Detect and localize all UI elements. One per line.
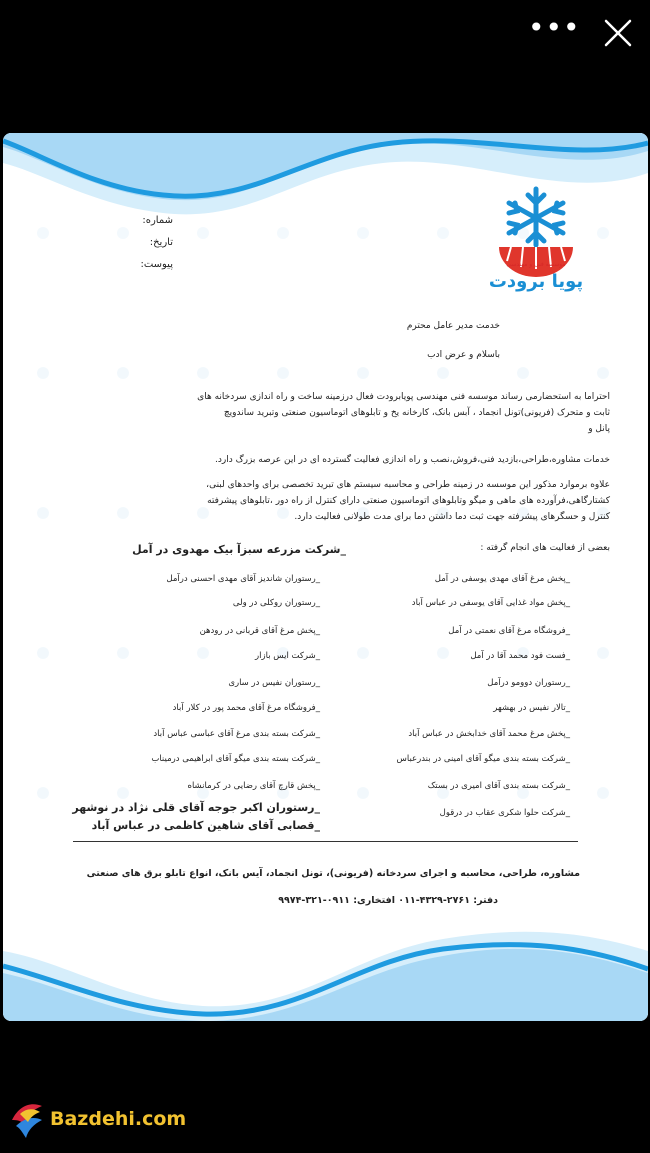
meta-number: شماره:	[142, 215, 173, 226]
meta-date: تاریخ:	[149, 237, 173, 248]
activity-left-11: _قصابی آقای شاهین کاظمی در عباس آباد	[91, 819, 320, 832]
activity-right-6: _پخش مرغ محمد آقای خدابخش در عباس آباد	[408, 729, 570, 739]
logo-subtitle: موسسه فنی و مهندسی	[506, 261, 566, 268]
para1-line2: ثابت و متحرک (فریونی)تونل انجماد ، آبس بانک، کارخانه یخ و تابلوهای اتوماسیون صنعتی وتبرید ساندویچ	[223, 408, 610, 418]
activity-right-8: _شرکت بسته بندی آقای امیری در بستک	[427, 781, 570, 791]
activity-left-3: _پخش مرغ آقای قربانی در رودهن	[199, 626, 320, 636]
activity-right-2: _فروشگاه مرغ آقای نعمتی در آمل	[448, 626, 570, 636]
activity-left-9: _پخش قارچ آقای رضایی در کرمانشاه	[187, 781, 320, 791]
activity-left-10: _رستوران اکبر جوجه آقای قلی نژاد در نوشهر	[72, 801, 320, 814]
activity-left-6: _فروشگاه مرغ آقای محمد پور در کلار آباد	[172, 703, 320, 713]
activity-left-2: _رستوران روکلی در ولی	[232, 598, 320, 608]
bazdehi-watermark	[10, 1100, 200, 1140]
viewer-toolbar	[0, 0, 650, 70]
para1-line1: احتراما به استحضارمی رساند موسسه فنی مهندسی پویابرودت فعال درزمینه ساخت و راه اندازی سردخانه های	[197, 392, 610, 402]
para2: خدمات مشاوره،طراحی،بازدید فنی،فروش،نصب و راه اندازی فعالیت گسترده ای در این عرصه بزرگ دارد.	[214, 455, 610, 465]
para3-line3: کنترل و حسگرهای پیشرفته جهت ثبت دما داشتن دما برای مدت طولانی فعالیت دارد.	[294, 512, 610, 522]
activity-right-7: _شرکت بسته بندی میگو آقای امینی در بندرعباس	[396, 754, 570, 764]
activity-left-7: _شرکت بسته بندی مرغ آقای عباسی عباس آباد	[153, 729, 320, 739]
brand-text: Bazdehi.com	[50, 1108, 187, 1130]
activity-left-8: _شرکت بسته بندی میگو آقای ابراهیمی درمیناب	[151, 754, 320, 764]
footer-phone: دفتر: ۲۷۶۱-۴۳۲۹-۰۱۱ افتخاری: ۰۹۱۱-۳۲۱-۹۹۷۴	[278, 895, 498, 906]
activity-left-5: _رستوران نفیس در ساری	[228, 678, 320, 688]
footer-services: مشاوره، طراحی، محاسبه و اجرای سردخانه (فریونی)، تونل انجماد، آیس بانک، انواع تابلو برق های صنعتی	[86, 868, 580, 879]
activity-left-4: _شرکت ایس بازار	[255, 651, 320, 661]
bottom-wave-decoration	[3, 911, 648, 1021]
activity-right-5: _تالار نفیس در بهشهر	[493, 703, 570, 713]
salutation: خدمت مدیر عامل محترم	[406, 321, 500, 331]
letter-document	[3, 133, 648, 1021]
logo-title: پویا برودت	[488, 271, 584, 292]
activity-right-3: _فست فود محمد آقا در آمل	[470, 651, 570, 661]
greeting: باسلام و عرض ادب	[427, 350, 500, 360]
activity-right-1: _پخش مواد غذایی آقای یوسفی در عباس آباد	[411, 598, 570, 608]
activity-left-1: _رستوران شاندیز آقای مهدی احسنی درآمل	[166, 574, 320, 584]
close-icon[interactable]	[598, 13, 638, 53]
bird-logo-icon	[10, 1100, 44, 1140]
meta-attachment: پیوست:	[140, 259, 173, 270]
separator-line	[73, 841, 578, 842]
para3-line2: کشتارگاهی،فرآورده های ماهی و میگو وتابلوهای اتوماسیون صنعتی دارای کنترل از راه دور ،تابلوهای پیشرفته	[207, 496, 610, 506]
para1-line3: پانل و	[588, 424, 610, 434]
more-options-icon[interactable]: •••	[528, 11, 581, 44]
works-intro: بعضی از فعالیت های انجام گرفته :	[480, 543, 610, 553]
activity-right-9: _شرکت حلوا شکری عقاب در درقول	[439, 808, 570, 818]
letter-meta	[93, 210, 173, 276]
activity-left-0: _شرکت مزرعه سبزآ بیک مهدوی در آمل	[132, 543, 346, 556]
activity-right-0: _پخش مرغ آقای مهدی یوسفی در آمل	[434, 574, 570, 584]
activity-right-4: _رستوران دوومو درآمل	[487, 678, 570, 688]
para3-line1: علاوه برموارد مذکور این موسسه در زمینه طراحی و محاسبه سیستم های تبرید تخصصی برای واحدهای لبنی،	[206, 480, 610, 490]
